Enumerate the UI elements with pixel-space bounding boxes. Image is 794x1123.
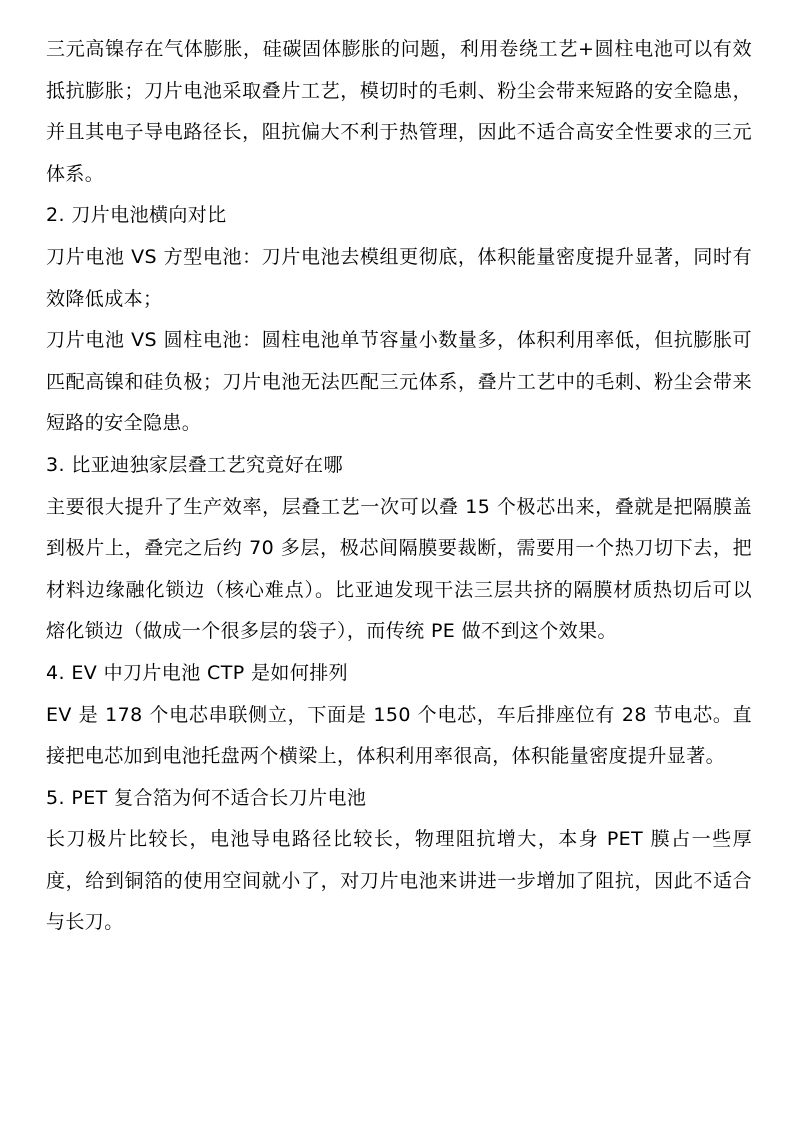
heading-blade-comparison: 2. 刀片电池横向对比 <box>46 204 227 227</box>
paragraph-stacking-process: 主要很大提升了生产效率，层叠工艺一次可以叠 15 个极芯出来，叠就是把隔膜盖到极片上，叠完之后约 70 多层，极芯间隔膜要裁断，需要用一个热刀切下去，把材料边缘融化锁边（核心难点）。比亚迪发现干法三层共挤的隔膜材质热切后可以熔化锁边（做成一个很多层的袋子），而传统 PE 做不到这个效果。 <box>46 495 752 643</box>
heading-pet-foil: 5. PET 复合箔为何不适合长刀片电池 <box>46 786 367 809</box>
paragraph-vs-prismatic: 刀片电池 VS 方型电池：刀片电池去模组更彻底，体积能量密度提升显著，同时有效降低成本； <box>46 245 752 310</box>
paragraph-vs-cylindrical: 刀片电池 VS 圆柱电池：圆柱电池单节容量小数量多，体积利用率低，但抗膨胀可匹配高镍和硅负极；刀片电池无法匹配三元体系，叠片工艺中的毛刺、粉尘会带来短路的安全隐患。 <box>46 329 752 435</box>
paragraph-pet-foil-reason: 长刀极片比较长，电池导电路径比较长，物理阻抗增大，本身 PET 膜占一些厚度，给到铜箔的使用空间就小了，对刀片电池来讲进一步增加了阻抗，因此不适合与长刀。 <box>46 828 752 934</box>
heading-ev-ctp-layout: 4. EV 中刀片电池 CTP 是如何排列 <box>46 661 349 684</box>
heading-byd-stacking: 3. 比亚迪独家层叠工艺究竟好在哪 <box>46 453 343 476</box>
document-page <box>46 29 752 944</box>
paragraph-ternary-expansion: 三元高镍存在气体膨胀，硅碳固体膨胀的问题，利用卷绕工艺+圆柱电池可以有效抵抗膨胀；刀片电池采取叠片工艺，模切时的毛刺、粉尘会带来短路的安全隐患，并且其电子导电路径长，阻抗偏大不利于热管理，因此不适合高安全性要求的三元体系。 <box>46 38 752 185</box>
paragraph-ev-cell-arrangement: EV 是 178 个电芯串联侧立，下面是 150 个电芯，车后排座位有 28 节电芯。直接把电芯加到电池托盘两个横梁上，体积利用率很高，体积能量密度提升显著。 <box>46 703 752 768</box>
